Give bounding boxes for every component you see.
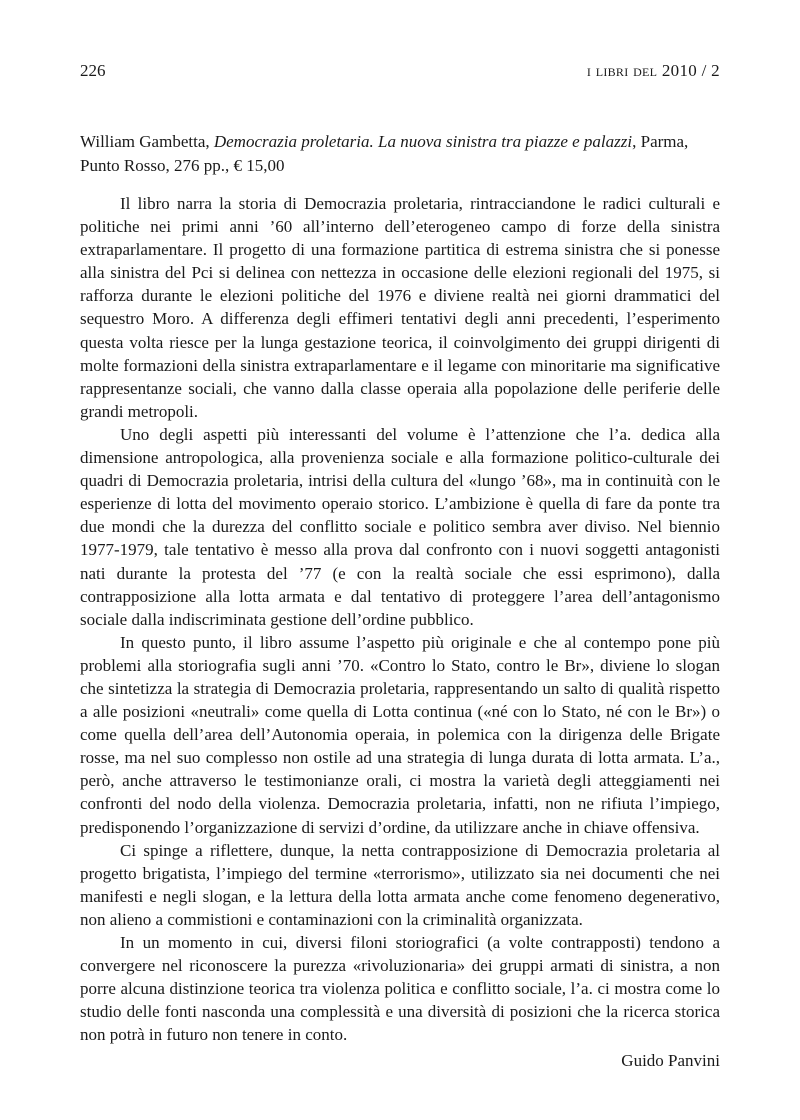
running-title: i libri del 2010 / 2 bbox=[586, 61, 720, 80]
review-body bbox=[80, 192, 720, 1046]
document-page bbox=[80, 60, 720, 1073]
citation-publication: , Parma, Punto Rosso, 276 pp., € 15,00 bbox=[80, 132, 689, 175]
review-paragraph: In un momento in cui, diversi filoni storiografici (a volte contrapposti) tendono a convergere nel riconoscere la purezza «rivoluzionaria» dei gruppi armati di sinistra, a non porre alcuna distinzione teorica tra violenza politica e conflitto sociale, l’a. ci mostra come lo studio delle fonti nasconda una complessità e una diversità di posizioni che la ricerca storica non potrà in futuro non tenere in conto. bbox=[80, 933, 720, 1045]
review-paragraph: Ci spinge a riflettere, dunque, la netta contrapposizione di Democrazia proletaria al progetto brigatista, l’impiego del termine «terrorismo», utilizzato sia nei documenti che nei manifesti e negli slogan, e la lettura della lotta armata anche come fenomeno degenerativo, non alieno a commistioni e contaminazioni con la criminalità organizzata. bbox=[80, 840, 720, 929]
reviewer-signature: Guido Panvini bbox=[621, 1051, 720, 1071]
page-number: 226 bbox=[80, 61, 106, 80]
review-paragraph: In questo punto, il libro assume l’aspetto più originale e che al contempo pone più problemi alla storiografia sugli anni ’70. «Contro lo Stato, contro le Br», diviene lo slogan che sintetizza la strategia di Democrazia proletaria, rappresentando un salto di qualità rispetto a alle posizioni «neutrali» come quella di Lotta continua («né con lo Stato, né con le Br») o come quella dell’area dell’Autonomia operaia, in polemica con la dirigenza delle Brigate rosse, ma nel suo complesso non ostile ad una strategia di lunga durata di lotta armata. L’a., però, anche attraverso le testimonianze orali, ci mostra la varietà degli atteggiamenti nei confronti del nodo della violenza. Democrazia proletaria, infatti, non ne rifiuta l’impiego, predisponendo l’organizzazione di servizi d’ordine, da utilizzare anche in chiave offensiva. bbox=[80, 632, 720, 837]
book-citation bbox=[80, 130, 720, 178]
review-paragraph: Uno degli aspetti più interessanti del volume è l’attenzione che l’a. dedica alla dimensione antropologica, alla provenienza sociale e alla formazione politico-culturale dei quadri di Democrazia proletaria, intrisi della cultura del «lungo ’68», ma in continuità con le esperienze di lotta del movimento operaio storico. L’ambizione è quella di fare da ponte tra due mondi che la durezza del conflitto sociale e politico sembra aver diviso. Nel biennio 1977-1979, tale tentativo è messo alla prova dal confronto con i nuovi soggetti antagonisti nati durante la protesta del ’77 (e con la realtà sociale che essi esprimono), dalla contrapposizione alla lotta armata e dal tentativo di proteggere l’area dell’antagonismo sociale dalla indiscriminata gestione dell’ordine pubblico. bbox=[80, 424, 720, 629]
review-paragraph: Il libro narra la storia di Democrazia proletaria, rintracciandone le radici culturali e politiche nei primi anni ’60 all’interno dell’eterogeneo campo di forze della sinistra extraparlamentare. Il progetto di una formazione partitica di estrema sinistra che si ponesse alla sinistra del Pci si delinea con nettezza in occasione delle elezioni regionali del 1975, si rafforza durante le elezioni politiche del 1976 e diviene realtà nei giorni drammatici del sequestro Moro. A differenza degli effimeri tentativi degli anni precedenti, l’esperimento questa volta riesce per la lunga gestazione teorica, il coinvolgimento dei gruppi dirigenti di molte formazioni della sinistra extraparlamentare e il legame con minoritarie ma significative rappresentanze sociali, che vanno dalla classe operaia alla popolazione delle periferie delle grandi metropoli. bbox=[80, 194, 720, 421]
running-head bbox=[80, 60, 720, 82]
citation-author: William Gambetta, bbox=[80, 132, 214, 151]
citation-book-title: Democrazia proletaria. La nuova sinistra tra piazze e palazzi bbox=[213, 132, 633, 151]
